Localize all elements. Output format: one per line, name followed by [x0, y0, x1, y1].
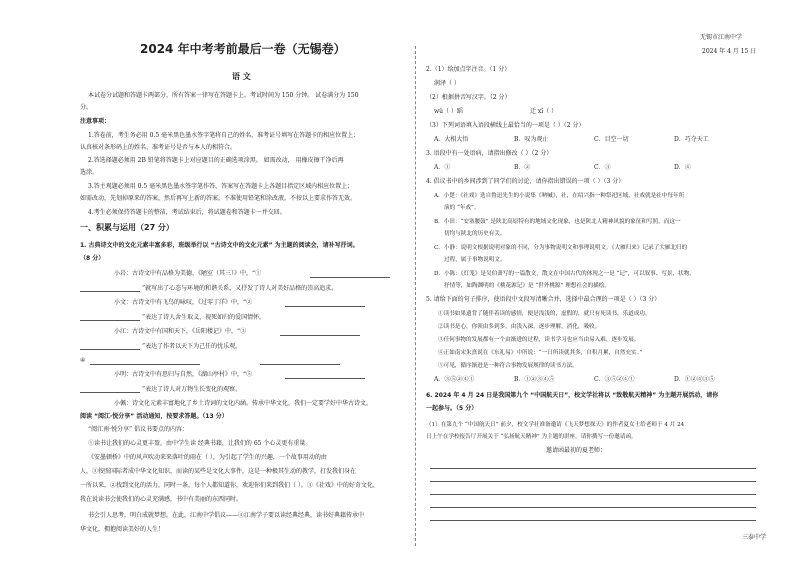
blank-line: [280, 335, 360, 336]
question-6-cont: 一起参与。（5 分）: [426, 405, 478, 412]
blank-line: [285, 378, 365, 379]
question-4: 4. 倡议书中的乡间涉到了同学们的讨论，请你指出错误的一项（ ）（3 分）: [426, 178, 625, 185]
option: C．③: [594, 164, 611, 171]
sentence: ⑤可见，循序渐进是一种符合事物发展规律的读书方法。: [438, 363, 578, 369]
section-heading: 一、积累与运用（27 分）: [80, 223, 174, 232]
option: B．小田：“安塞腰鼓” 是陕北高原特有的地域文化现象，也是陕北人精神风貌的象征和写照，而这一: [434, 219, 681, 225]
notice-line: 4.考生必须保持答题卡的整洁，考试结束后，将试题卷和答题卡一并交回。: [88, 209, 286, 216]
option: C．目空一切: [594, 136, 629, 143]
answer-slot: wǔ（ ）蹈: [434, 108, 463, 115]
blank-line: [260, 364, 340, 365]
answer-line: 小岩：古诗文中有品格为美德，《陋室（其三）》中，“①: [114, 270, 262, 277]
notice-line: 2.答选择题必须用 2B 铅笔将答题卡上对应题目的正确选项涂黑。 如需改动， 用橡皮擦干净后再: [88, 157, 344, 164]
option-cont: 演的 “年戏”。: [444, 205, 480, 211]
exam-title: 2024 年中考考前最后一卷（无锡卷）: [140, 42, 346, 56]
passage-line: 《安墨顿桥》中的风声吹动来来落叶的雨在（ ），为引起了学生的兴趣，一个故事用动的由: [88, 454, 327, 461]
option: D．①②④③⑤: [674, 376, 715, 383]
passage-line: ①读书让我们的心灵更丰盈，由中学生读 经典书籍，让我们的 65 个心灵更有重量。: [88, 440, 312, 447]
question-2: 阅读 “阅江·悦分享” 活动通知，按要求答题。（13 分）: [80, 413, 228, 420]
exam-date: 2024 年 4 月 15 日: [702, 48, 757, 55]
question-5: 5. 请给下面的句子排序，使语段中文段写清晰合并，选择中最合理的一项是（ ）（3 分）: [426, 296, 661, 303]
intro-line-1: 本试卷分试题和答题卡两部分，所有答案一律写在答题卡上。考试时间为 150 分钟。 试卷满分为 150: [88, 92, 359, 99]
writing-line: [430, 507, 756, 508]
answer-line: ④: [80, 357, 86, 364]
blank-line: [80, 291, 140, 292]
option: A．大相大悟: [434, 136, 469, 143]
sentence: ③任何事物的发展都有一个由渐进的过程，读书学习也应当由易入难，逐步发展。: [438, 337, 640, 343]
blank-line: [90, 364, 200, 365]
option: A．③⑤②④①: [434, 376, 475, 383]
question-2-subtitle: “阅江南·悦分享” 倡议书要点的内容：: [88, 426, 188, 433]
option: D．小陈：《灯笼》是吴伯萧写的一篇散文，散文在中国古代的体现之一是 “记”，可以叙事、写景、状物，: [434, 271, 695, 277]
option-cont: 抒情等，如陶渊明的《桃花源记》是 “世外桃源” 理想社会的描绘。: [444, 283, 610, 289]
question-2-3: （3）下列词语填入语段横线上最恰当的一项是（ ）（2 分）: [426, 122, 585, 129]
intro-line-2: 分。: [80, 104, 93, 111]
blank-line: [285, 306, 365, 307]
answer-line: ”就写出了心态与环境的和谐关系，又抒发了诗人对美好品格的崇高追求。: [142, 285, 338, 292]
blank-line: [80, 349, 140, 350]
writing-line: [430, 481, 756, 482]
option-cont: 切均与陕北的历史有关。: [444, 231, 506, 237]
blank-line: [80, 320, 140, 321]
question-2-2: （2）根据拼音写汉字。（2 分）: [426, 94, 511, 101]
blank-line: [310, 277, 390, 278]
blank-line: [80, 392, 140, 393]
question-6: 6. 2024 年 4 月 24 日是我国第九个 “中国航天日”，校文学社将以 “致敬航天精神” 为主题开展活动，请你: [426, 392, 719, 399]
passage-line: 书会引人思考，明白成就梦想。在此，江南中学倡议——④江南学子要以读经典经典，读书好典籍传承中: [88, 512, 365, 519]
question-1-score: （8 分）: [80, 255, 105, 262]
notice-title: 注意事项：: [80, 118, 111, 125]
notice-line: 1.答卷前，考生务必用 0.5 毫米黑色墨水签字笔将自己的姓名、准考证号填写在答题卡的相应位置上；: [88, 132, 360, 139]
option: D．巧夺天工: [674, 136, 709, 143]
question-6-1-cont: 日上午在学校报告厅开展关于 “弘扬航天精神” 为主题的讲座，请你撰写一份邀请函。: [426, 434, 637, 440]
answer-line: ”表达了诗人对万物生长变化的观察。: [142, 386, 242, 393]
answer-slot: 润泽（ ）: [434, 80, 460, 87]
question-2-1: 2.（1）给加点字注音。（1 分）: [426, 66, 511, 73]
option: C．小静：说明文根据说明对象的不同，分为事物说明文和事理说明文。《大雁归来》记录了大雁北归的: [434, 245, 688, 251]
answer-line: 小佩：诗文化元素丰富地化了乡土诗词的文化内涵。传承中华文化，我们一定要学好中华古诗文。: [114, 400, 373, 407]
passage-line: 一所以来，②找到文化的活力，同时一条，每个人都知道你，欢迎你们来到我们（ ）。③《社戏》中的好奇文化，: [80, 482, 379, 489]
option: C．③⑤②④①: [594, 376, 635, 383]
sentence: ②读书是心，你领由多到多，由浅入深，逐步理解，消化，吸收。: [438, 324, 601, 330]
sentence: ④正如南宋朱熹说在《东礼易》中所说：“一日所读就其多，自积月累，自然充实。”: [438, 350, 643, 356]
sentence: ①读书如果遗背了随伴着读的感情，便是浅浅的，虚假的，就只有死读书，乐道成功。: [438, 311, 651, 317]
notice-line: 3.答主观题必须用 0.5 毫米黑色墨水签字笔作答，答案写在答题卡上各题目指定区域内相应位置上；: [88, 183, 354, 190]
answer-line: 小文：古诗文中有飞鸟的咏叹，《过零丁洋》中，“②: [114, 299, 253, 306]
school-name: 无锡市江南中学: [700, 34, 743, 41]
writing-line: [430, 468, 756, 469]
option: A．小楚：《社戏》选自鲁迅先生的小说集《呐喊》，社，在绍兴指一种祭祀区域，社戏就是社中每年所: [434, 193, 685, 199]
option-cont: 过程，属于事物说明文。: [444, 257, 506, 263]
answer-line: ”表达了诗人舍生取义，视死如归的爱国情怀。: [142, 314, 266, 321]
question-3: 3. 语段中有一处语病，请指出修改（ ）（2 分）: [426, 150, 553, 157]
notice-line: 认真核对条形码上的姓名、准考证号是否与本人的相符合。: [80, 144, 237, 151]
answer-line: 小江：古诗文中有国和天下，《岳阳楼记》中，“③: [114, 328, 247, 335]
writing-line: [430, 494, 756, 495]
option: D．④: [674, 164, 691, 171]
option: B．②: [514, 164, 531, 171]
answer-line: ”表达了作者以天下为己任的忧乐观。: [142, 343, 242, 350]
option: A．①: [434, 164, 451, 171]
passage-line: 我在说读书会使我们的心灵充满感，书中有美丽的东西同时。: [80, 496, 243, 503]
passage-line: 华文化，拥抱阅读美好的人生！: [80, 526, 165, 533]
option: B．①②③④⑤: [514, 376, 555, 383]
notice-line: 如需改动，先划掉原来的答案，然后再写上新的答案。不准使用铅笔和涂改液。不按以上要求作答无效。: [80, 195, 357, 202]
writing-line: [430, 520, 756, 521]
invitation-heading: 邀请函最初的夏老师：: [546, 447, 607, 454]
column-divider: [415, 46, 416, 546]
question-1: 1. 古典诗文中的文化元素丰富多彩，班级举行以 “古诗文中的文化元素” 为主题的阅读会，请补写抒词。: [80, 242, 359, 249]
footer-school: 三泰中学: [742, 534, 767, 541]
question-6-1: （1）在第九个 “中国航天日” 前夕，校文学社准备邀请《飞天梦想探天》的作者夏女士给老师于 4 月 24: [426, 422, 685, 428]
notice-line: 选涂。: [80, 169, 99, 176]
answer-line: 小明：古诗文中有思归与自然，《湖山亭村》中，“⑤: [114, 371, 253, 378]
answer-slot: 迁 xǐ（ ）: [530, 108, 558, 115]
subject-title: 语 文: [232, 71, 251, 81]
option: B．叹为观止: [514, 136, 549, 143]
passage-line: 人，③按照国际者成中华文化知识，而读的某些是文化大事件，这是一种极其生动的教学，打发我们身在: [80, 468, 357, 475]
